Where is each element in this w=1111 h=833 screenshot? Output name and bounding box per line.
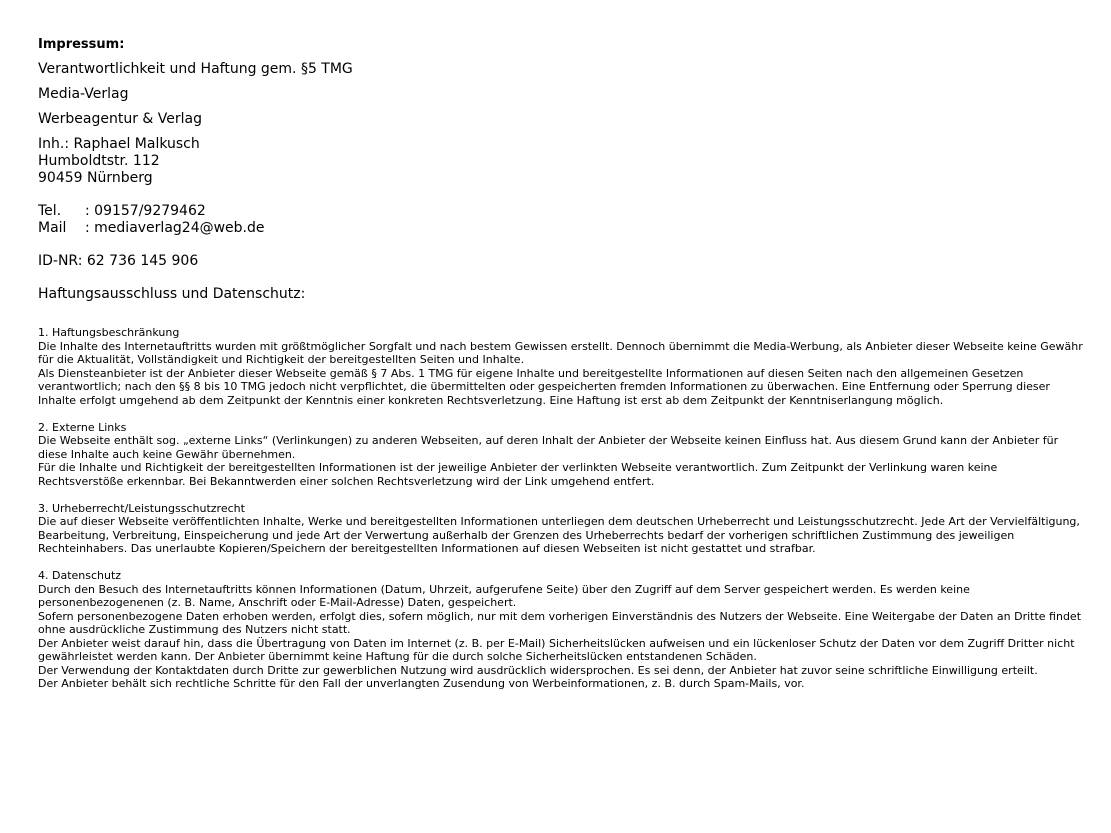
mail-label: Mail	[38, 220, 67, 236]
section-heading: 2. Externe Links	[38, 420, 127, 434]
section-paragraph: Sofern personenbezogene Daten erhoben werden, erfolgt dies, sofern möglich, nur mit dem vorherigen Einverständnis des Nutzers der Webseite. Eine Weitergabe der Daten an Dritte findet ohne ausdrückliche Zustimmung des Nutzers nicht statt.	[38, 609, 1085, 636]
company-name: Media-Verlag	[38, 86, 129, 102]
spacer	[38, 303, 1083, 326]
address-block	[38, 136, 1083, 187]
section-external-links	[38, 421, 1083, 489]
section-paragraph: Die Webseite enthält sog. „externe Links“ (Verlinkungen) zu anderen Webseiten, auf deren Inhalt der Anbieter der Webseite keinen Einfluss hat. Aus diesem Grund kann der Anbieter für diese Inhalte auch keine Gewähr übernehmen.	[38, 434, 1062, 461]
mail-row	[38, 220, 1083, 237]
id-number: ID-NR: 62 736 145 906	[38, 253, 199, 269]
agency-name: Werbeagentur & Verlag	[38, 111, 202, 127]
spacer	[38, 488, 1083, 502]
spacer	[38, 237, 1083, 253]
spacer	[38, 407, 1083, 421]
section-liability	[38, 326, 1087, 407]
owner-name: Inh.: Raphael Malkusch	[38, 136, 200, 152]
section-paragraph: Der Anbieter behält sich rechtliche Schritte für den Fall der unverlangten Zusendung von Werbeinformationen, z. B. durch Spam-Mails, vor.	[38, 677, 805, 690]
section-paragraph: Der Verwendung der Kontaktdaten durch Dritte zur gewerblichen Nutzung wird ausdrücklich widersprochen. Es sei denn, der Anbieter hat zuvor seine schriftliche Einwilligung erteilt.	[38, 663, 1038, 677]
city-address: 90459 Nürnberg	[38, 170, 153, 186]
section-paragraph: Die auf dieser Webseite veröffentlichten Inhalte, Werke und bereitgestellten Informationen unterliegen dem deutschen Urheberrecht und Leistungsschutzrecht. Jede Art der Vervielfältigung, Bearbeitung, Verbreitung, Einspeicherung und jede Art der Verwertung außerhalb der Grenzen des Urheberrechts bedarf der vorherigen schriftlichen Zustimmung des jeweiligen Rechteinhabers. Das unerlaubte Kopieren/Speichern der bereitgestellten Informationen auf diesen Webseiten ist nicht gestattet und strafbar.	[38, 515, 1084, 555]
spacer	[38, 270, 1083, 286]
phone-row	[38, 203, 1083, 220]
section-paragraph: Der Anbieter weist darauf hin, dass die Übertragung von Daten im Internet (z. B. per E-Mail) Sicherheitslücken aufweisen und ein lückenloser Schutz der Daten vor dem Zugriff Dritter nicht gewährleistet werden kann. Der Anbieter übernimmt keine Haftung für die durch solche Sicherheitslücken entstandenen Schäden.	[38, 636, 1079, 663]
section-paragraph: Als Diensteanbieter ist der Anbieter dieser Webseite gemäß § 7 Abs. 1 TMG für eigene Inhalte und bereitgestellte Informationen auf diesen Seiten nach den allgemeinen Gesetzen verantwortlich; nach den §§ 8 bis 10 TMG jedoch nicht verpflichtet, die übermittelten oder gespeicherten fremden Informationen zu überwachen. Eine Entfernung oder Sperrung dieser Inhalte erfolgt umgehend ab dem Zeitpunkt der Kenntnis einer konkreten Rechtsverletzung. Eine Haftung ist erst ab dem Zeitpunkt der Kenntniserlangung möglich.	[38, 366, 1054, 407]
section-copyright	[38, 502, 1083, 556]
phone-label: Tel.	[38, 203, 62, 219]
spacer	[38, 187, 1083, 203]
spacer	[38, 556, 1083, 570]
section-heading: 1. Haftungsbeschränkung	[38, 326, 180, 339]
contact-block	[38, 203, 1083, 237]
section-privacy	[38, 569, 1083, 691]
phone-value: : 09157/9279462	[85, 203, 206, 219]
page-title: Impressum:	[38, 37, 125, 52]
street-address: Humboldtstr. 112	[38, 153, 160, 169]
section-paragraph: Für die Inhalte und Richtigkeit der bereitgestellten Informationen ist der jeweilige Anbieter der verlinkten Webseite verantwortlich. Zum Zeitpunkt der Verlinkung waren keine Rechtsverstöße erkennbar. Bei Bekanntwerden einer solchen Rechtsverletzung wird der Link umgehend entfert.	[38, 461, 1001, 488]
mail-value: : mediaverlag24@web.de	[85, 220, 265, 236]
section-heading: 4. Datenschutz	[38, 569, 122, 582]
responsibility-line: Verantwortlichkeit und Haftung gem. §5 TMG	[38, 61, 353, 77]
disclaimer-heading: Haftungsausschluss und Datenschutz:	[38, 286, 306, 302]
section-heading: 3. Urheberrecht/Leistungsschutzrecht	[38, 501, 245, 515]
section-paragraph: Durch den Besuch des Internetauftritts können Informationen (Datum, Uhrzeit, aufgerufene Seite) über den Zugriff auf dem Server gespeichert werden. Es werden keine personenbezogenenen (z. B. Name, Anschrift oder E-Mail-Adresse) Daten, gespeichert.	[38, 582, 974, 609]
section-paragraph: Die Inhalte des Internetauftritts wurden mit größtmöglicher Sorgfalt und nach bestem Gewissen erstellt. Dennoch übernimmt die Media-Werbung, als Anbieter dieser Webseite keine Gewähr für die Aktualität, Vollständigkeit und Richtigkeit der bereitgestellten Seiten und Inhalte.	[38, 339, 1087, 366]
